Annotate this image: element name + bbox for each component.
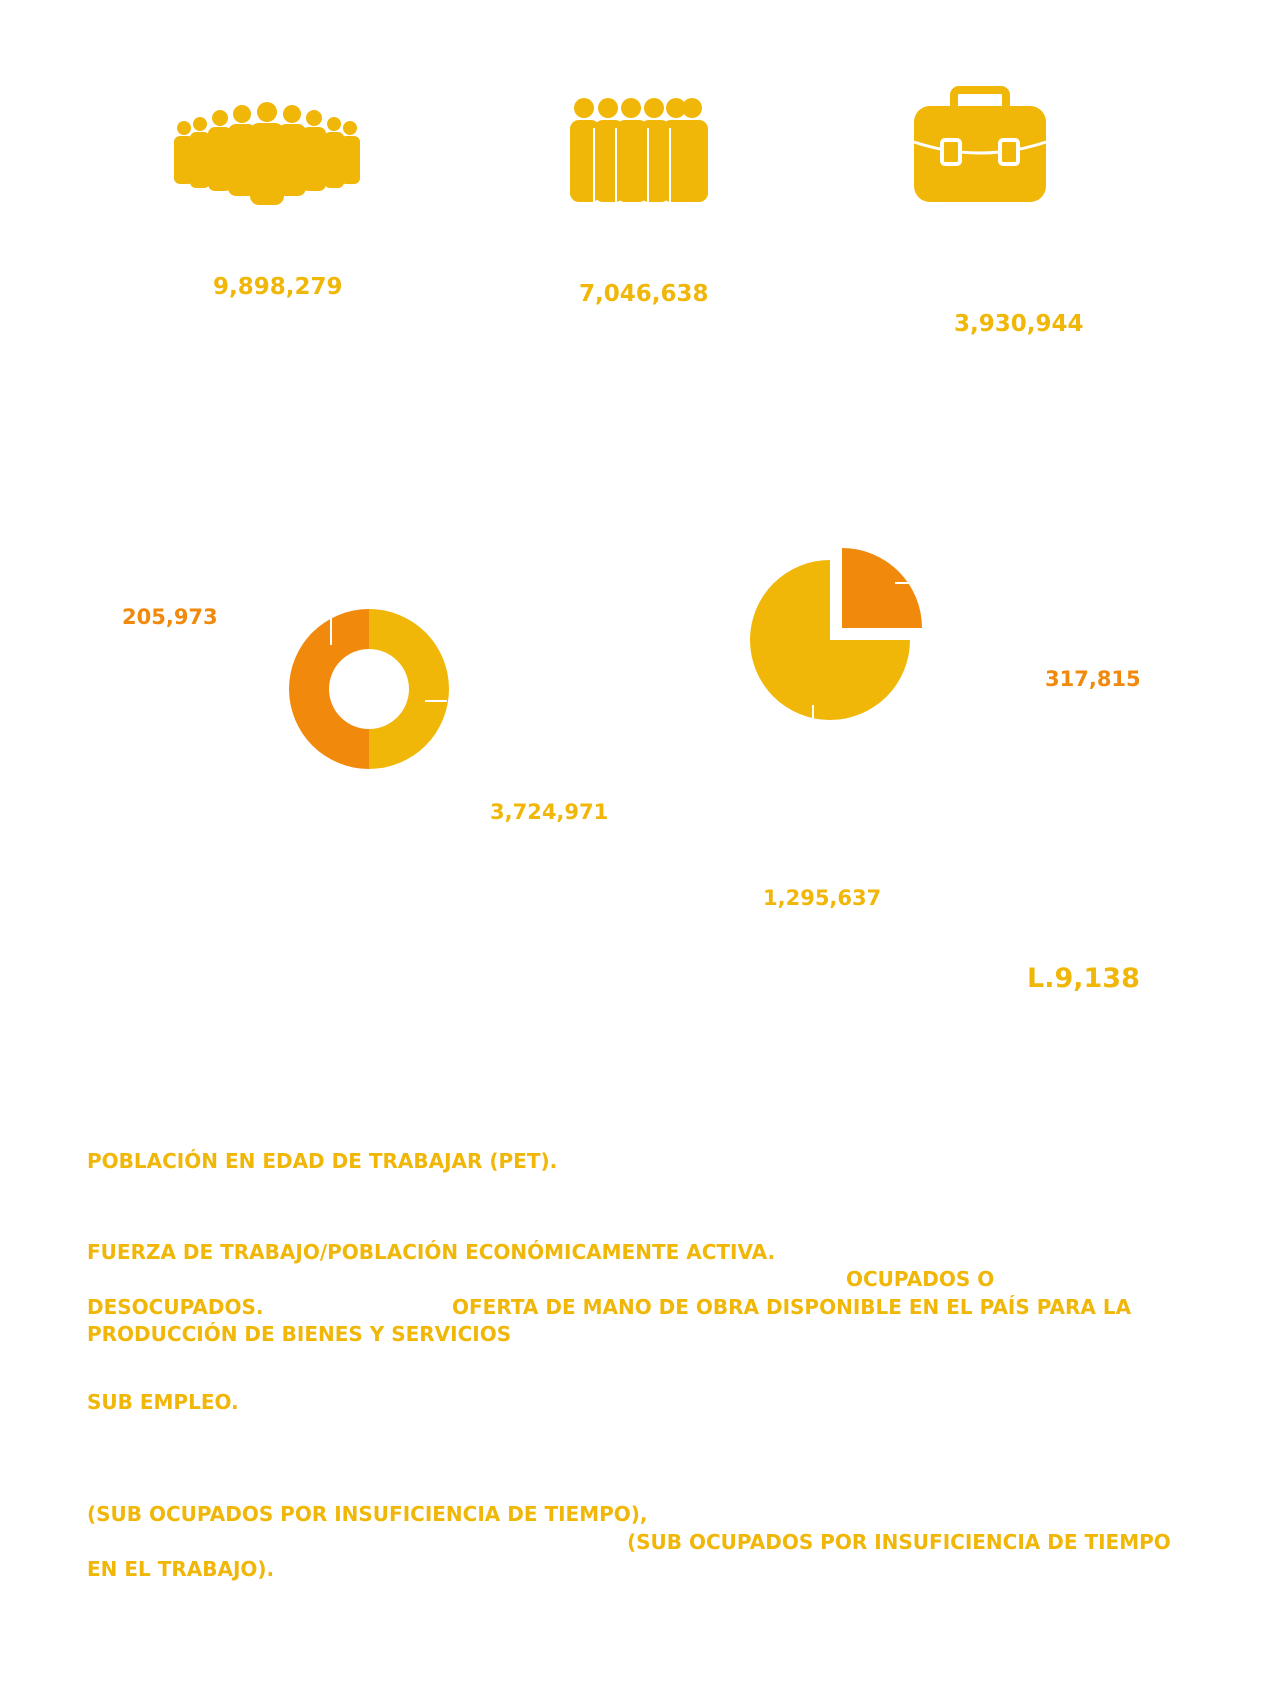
stat-sub-invisible: 1,295,637 xyxy=(763,886,882,910)
sub-title: SUB EMPLEO. xyxy=(87,1390,239,1414)
crowd-icon xyxy=(172,100,362,210)
pie-slice-orange xyxy=(842,548,922,628)
pie-chart xyxy=(750,545,930,729)
stat-desocupados: 205,973 xyxy=(122,605,218,629)
pet-title: POBLACIÓN EN EDAD DE TRABAJAR (PET). xyxy=(87,1149,558,1173)
donut-slice-yellow xyxy=(369,609,449,769)
pea-fragment-3: OFERTA DE MANO DE OBRA DISPONIBLE EN EL PAÍS PARA LA xyxy=(452,1295,1132,1319)
briefcase-icon xyxy=(912,86,1048,204)
stat-sub-invisible-small: 317,815 xyxy=(1045,667,1141,691)
group-icon xyxy=(566,98,710,206)
stat-fuerza-trabajo: 7,046,638 xyxy=(579,281,709,307)
pea-title: FUERZA DE TRABAJO/POBLACIÓN ECONÓMICAMENTE ACTIVA. xyxy=(87,1240,776,1264)
stat-sub-visible: 3,724,971 xyxy=(490,800,609,824)
pea-fragment-4: PRODUCCIÓN DE BIENES Y SERVICIOS xyxy=(87,1322,512,1346)
donut-chart xyxy=(289,609,449,773)
sub-fragment-1: (SUB OCUPADOS POR INSUFICIENCIA DE TIEMPO), xyxy=(87,1502,648,1526)
donut-slice-orange xyxy=(289,609,369,769)
pea-fragment-1: OCUPADOS O xyxy=(846,1267,995,1291)
sub-fragment-3: EN EL TRABAJO). xyxy=(87,1557,275,1581)
sub-fragment-2: (SUB OCUPADOS POR INSUFICIENCIA DE TIEMPO xyxy=(627,1530,1171,1554)
pea-fragment-2: DESOCUPADOS. xyxy=(87,1295,264,1319)
stat-ocupados: 3,930,944 xyxy=(954,311,1084,337)
stat-salario: L.9,138 xyxy=(1027,963,1140,994)
stat-pet: 9,898,279 xyxy=(213,274,343,300)
